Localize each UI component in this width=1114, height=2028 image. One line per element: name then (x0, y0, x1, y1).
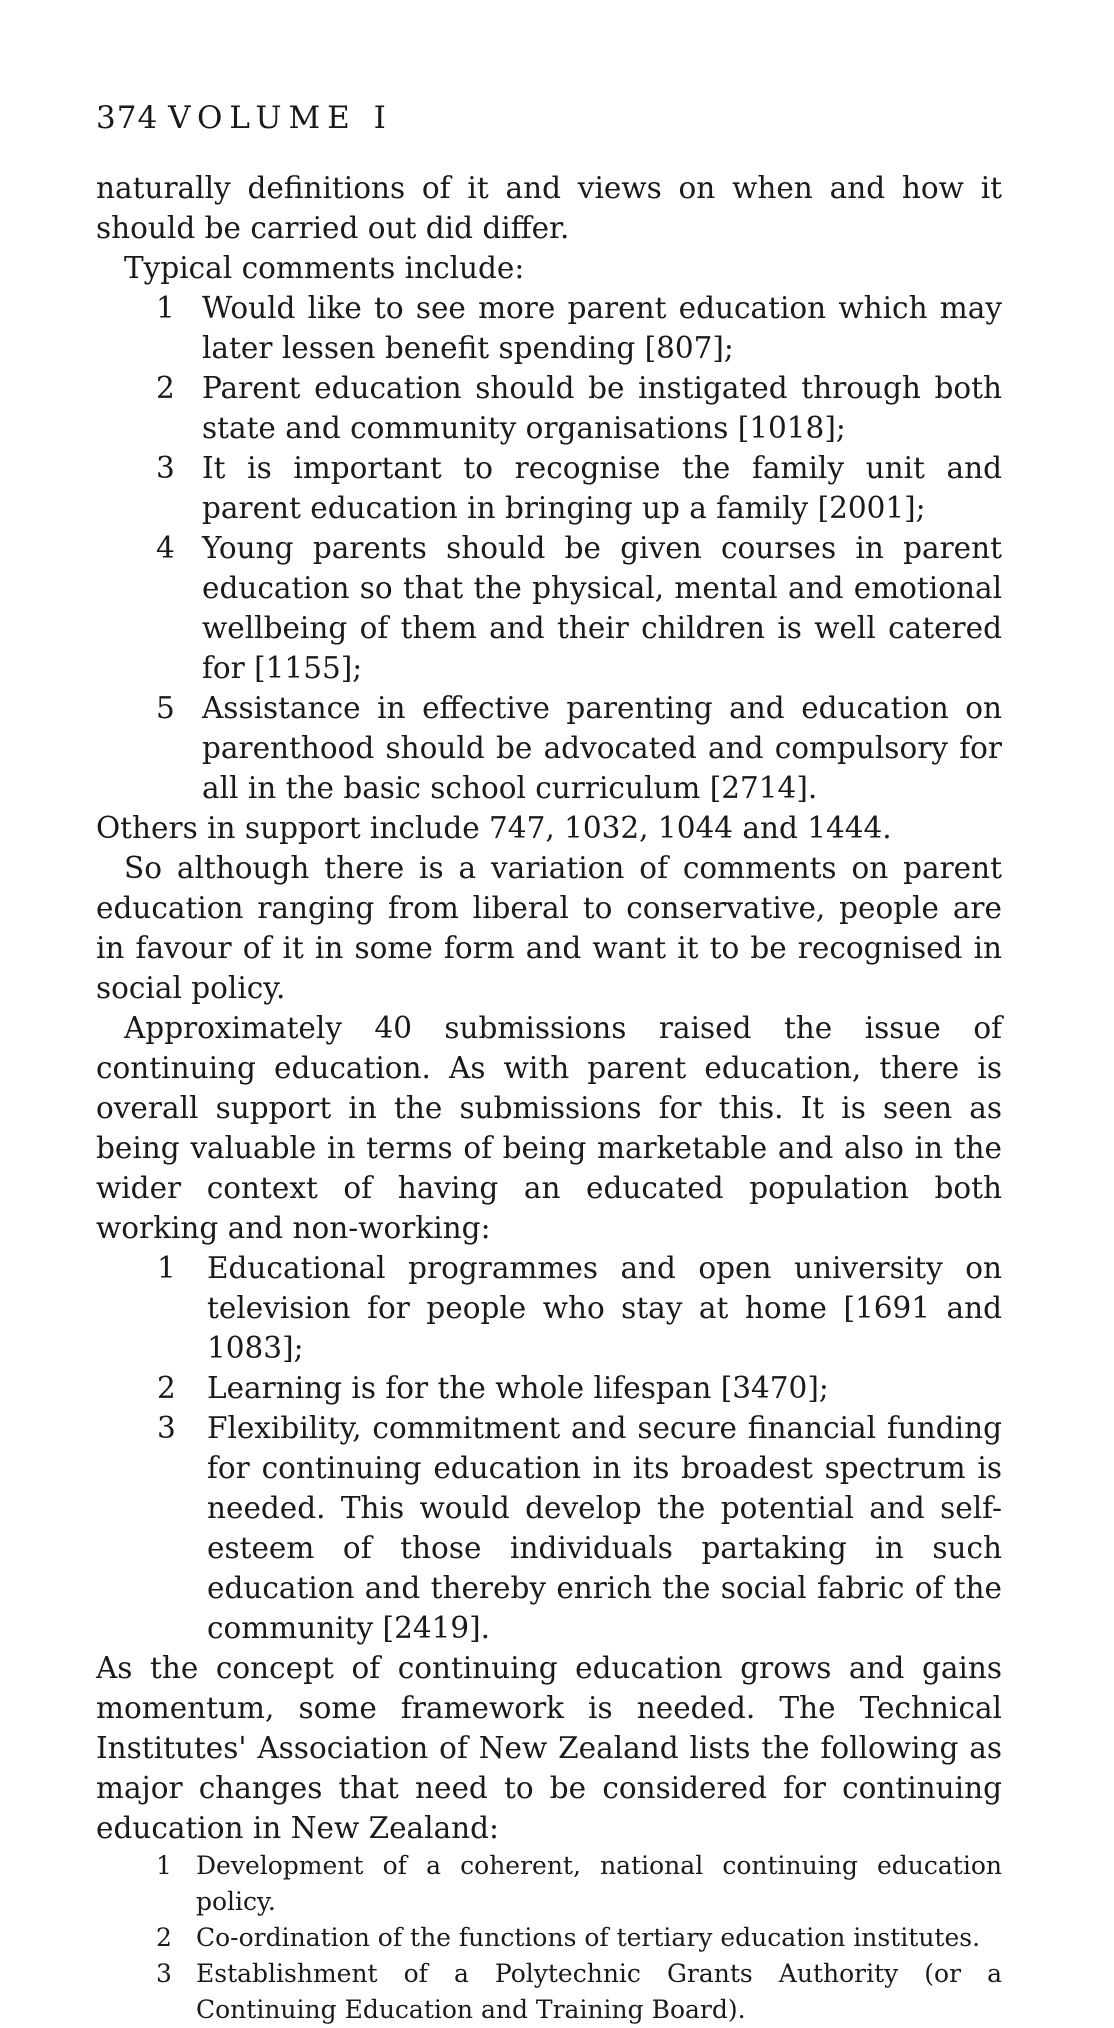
item-number: 5 (156, 691, 175, 725)
list-item (96, 368, 1002, 448)
item-text: Assistance in effective parenting and education on parenthood should be advocated and compulsory for all in the basic school curriculum [2714]. (202, 691, 1002, 805)
running-header (96, 100, 393, 136)
item-text: Establishment of a Polytechnic Grants Authority (or a Continuing Education and Training Board). (196, 1959, 1002, 2024)
continuing-comments-list (96, 1248, 1002, 1648)
item-text: Would like to see more parent education which may later lessen benefit spending [807]; (202, 291, 1002, 365)
major-changes-list (96, 1848, 1002, 2028)
item-number: 1 (157, 1251, 176, 1285)
list-item (96, 528, 1002, 688)
variation-paragraph: So although there is a variation of comments on parent education ranging from liberal to conservative, people are in favour of it in some form and want it to be recognised in social policy. (96, 851, 1002, 1005)
list-item (96, 1368, 1002, 1408)
others-support: Others in support include 747, 1032, 1044 and 1444. (96, 811, 892, 845)
list-item (96, 1920, 1002, 1956)
item-number: 2 (156, 1923, 172, 1952)
item-number: 3 (156, 1959, 172, 1988)
page-number: 374 (96, 100, 159, 136)
item-text: Co-ordination of the functions of tertiary education institutes. (196, 1923, 981, 1952)
volume-label: VOLUME I (168, 100, 393, 136)
list-item (96, 1408, 1002, 1648)
item-number: 1 (156, 291, 175, 325)
item-number: 2 (157, 1371, 176, 1405)
item-number: 4 (156, 531, 175, 565)
item-number: 2 (156, 371, 175, 405)
item-text: It is important to recognise the family unit and parent education in bringing up a family [2001]; (202, 451, 1002, 525)
item-text: Parent education should be instigated through both state and community organisations [1018]; (202, 371, 1002, 445)
list-item (96, 1248, 1002, 1368)
item-number: 3 (156, 451, 175, 485)
item-text: Educational programmes and open university on television for people who stay at home [1691 and 1083]; (207, 1251, 1002, 1365)
list-item (96, 288, 1002, 368)
item-number: 1 (156, 1851, 172, 1880)
item-text: Young parents should be given courses in parent education so that the physical, mental and emotional wellbeing of them and their children is well catered for [1155]; (202, 531, 1002, 685)
item-text: Learning is for the whole lifespan [3470]; (207, 1371, 829, 1405)
framework-paragraph: As the concept of continuing education grows and gains momentum, some framework is needed. The Technical Institutes' Association of New Zealand lists the following as major changes that need to be considered for continuing education in New Zealand: (96, 1651, 1002, 1845)
typical-comments-list (96, 288, 1002, 808)
body-text (96, 168, 1002, 2028)
list-item (96, 1848, 1002, 1920)
list-item (96, 688, 1002, 808)
typical-intro: Typical comments include: (124, 251, 525, 285)
list-item (96, 448, 1002, 528)
item-text: Flexibility, commitment and secure financial funding for continuing education in its broadest spectrum is needed. This would develop the potential and self-esteem of those individuals partaking in such education and thereby enrich the social fabric of the community [2419]. (207, 1411, 1002, 1645)
opening-paragraph: naturally definitions of it and views on when and how it should be carried out did differ. (96, 171, 1002, 245)
list-item (96, 1956, 1002, 2028)
continuing-paragraph: Approximately 40 submissions raised the issue of continuing education. As with parent education, there is overall support in the submissions for this. It is seen as being valuable in terms of being marketable and also in the wider context of having an educated population both working and non-working: (96, 1011, 1002, 1245)
item-text: Development of a coherent, national continuing education policy. (196, 1851, 1002, 1916)
item-number: 3 (157, 1411, 176, 1445)
